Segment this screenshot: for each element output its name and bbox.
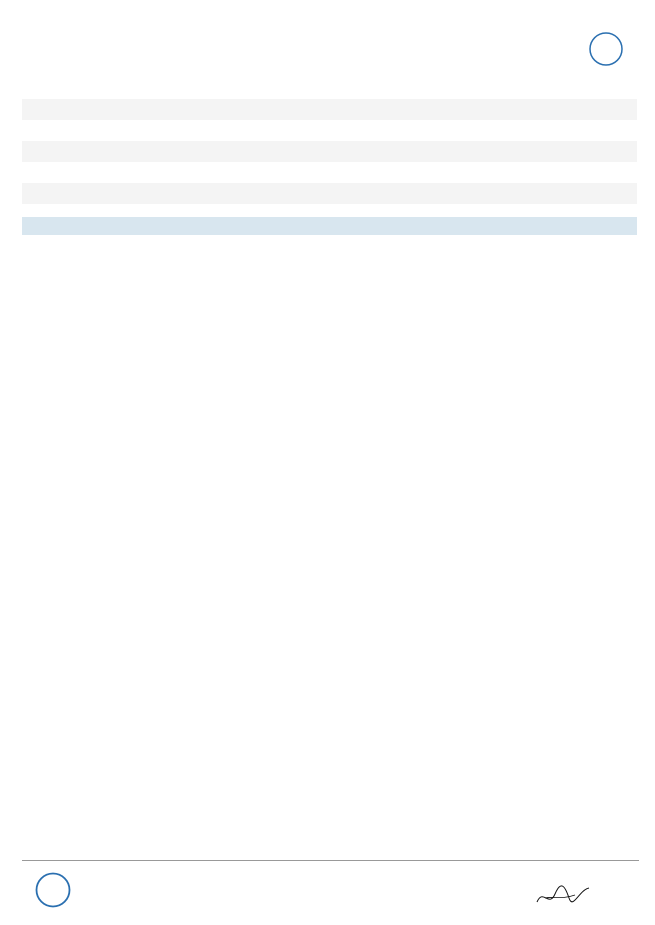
- info-row: [22, 78, 637, 99]
- signature-icon: [535, 880, 591, 910]
- info-row: [22, 162, 637, 183]
- info-row: [22, 183, 637, 204]
- sml-logo-icon: [35, 872, 71, 908]
- info-row: [22, 99, 637, 120]
- info-row: [22, 141, 637, 162]
- footer-divider: [22, 860, 639, 861]
- results-table-header: [22, 217, 637, 235]
- sml-logo-icon: [589, 32, 623, 66]
- info-row: [22, 120, 637, 141]
